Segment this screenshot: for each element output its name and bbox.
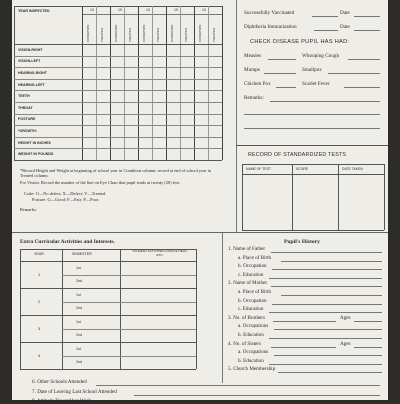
history-line-label: a. Place of Birth bbox=[238, 254, 272, 261]
attitude-label: 8. Attitude Toward her Work bbox=[32, 398, 92, 404]
tests-bottom-rule bbox=[242, 230, 384, 231]
history-line-label: c. Education bbox=[238, 306, 264, 313]
treated-subhead: TREATED bbox=[100, 27, 104, 42]
grid-row-rule bbox=[14, 67, 222, 68]
history-fill-line bbox=[269, 278, 382, 279]
treated-subhead: TREATED bbox=[184, 27, 188, 42]
treated-subhead: TREATED bbox=[156, 27, 160, 42]
grid-row-label: HEARING-LEFT bbox=[18, 82, 45, 87]
grid-row-rule bbox=[14, 56, 222, 57]
history-fill-line bbox=[274, 329, 382, 330]
grid-row-label: HEIGHT IN INCHES bbox=[18, 140, 51, 145]
vaccinated-date-label: Date bbox=[340, 10, 350, 16]
history-line-label: b. Education bbox=[238, 357, 264, 364]
smallpox-line bbox=[328, 73, 380, 74]
history-ages-label: Ages bbox=[340, 340, 351, 347]
history-line-label: a. Place of Birth bbox=[238, 289, 272, 295]
tests-column-rule bbox=[292, 164, 293, 230]
history-fill-line bbox=[269, 338, 382, 339]
grid-row-rule bbox=[14, 79, 222, 80]
vaccinated-date-line bbox=[354, 16, 380, 17]
top-divider bbox=[236, 0, 237, 232]
extra-column-rule bbox=[20, 249, 21, 369]
disease-smallpox: Smallpox bbox=[302, 67, 322, 73]
history-line-label: 4. No. of Sisters bbox=[228, 340, 261, 347]
grid-row-label: VISION-RIGHT bbox=[18, 47, 43, 52]
tests-table bbox=[242, 164, 384, 230]
history-fill-line bbox=[278, 372, 382, 373]
history-fill-line bbox=[271, 347, 336, 348]
tests-column-header: DATE TAKEN bbox=[342, 167, 363, 171]
grid-row-label: VISION-LEFT bbox=[18, 59, 41, 64]
year-prefix: 19 bbox=[146, 8, 150, 12]
middle-divider bbox=[12, 232, 388, 233]
extra-semester-label: 1st bbox=[76, 319, 81, 324]
history-line-label: 2. Name of Mother bbox=[228, 280, 268, 287]
extra-semester-label: 2nd bbox=[76, 333, 82, 338]
history-line-label: c. Education bbox=[238, 271, 264, 278]
extra-semester-label: 1st bbox=[76, 346, 81, 351]
disease-mumps: Mumps bbox=[244, 67, 260, 73]
tests-title: RECORD OF STANDARDIZED TESTS bbox=[248, 152, 347, 158]
bottom-divider bbox=[222, 233, 223, 383]
pupils-history-title: Pupil's History bbox=[284, 239, 320, 245]
vision-note: For Vision: Record the number of the line on Eye Chart that pupil reads at twenty (20) feet. bbox=[20, 180, 181, 185]
tests-column-rule bbox=[242, 164, 243, 230]
history-fill-line bbox=[273, 321, 336, 322]
condition-subhead: CONDITION bbox=[86, 24, 90, 42]
extra-semester-label: 1st bbox=[76, 265, 81, 270]
grid-row-label: HEARING-RIGHT bbox=[18, 71, 47, 75]
grid-row-rule bbox=[14, 90, 222, 91]
condition-subhead: CONDITION bbox=[114, 24, 118, 42]
grid-row-rule bbox=[14, 102, 222, 103]
grid-header-rule bbox=[14, 44, 222, 45]
extra-year-number: 1 bbox=[38, 272, 41, 277]
history-fill-line bbox=[269, 364, 382, 365]
tests-top-rule bbox=[236, 145, 388, 146]
grid-row-label: TEETH bbox=[18, 94, 30, 99]
extra-year-rule bbox=[20, 342, 196, 343]
grid-row-rule bbox=[14, 137, 222, 138]
extra-semester-label: 2nd bbox=[76, 360, 82, 365]
extra-year-number: 3 bbox=[38, 326, 41, 331]
extra-column-rule bbox=[120, 249, 121, 369]
whooping-line bbox=[348, 59, 380, 60]
history-fill-line bbox=[281, 261, 382, 262]
year-prefix: 19 bbox=[202, 8, 206, 12]
grid-row-label: THROAT bbox=[18, 105, 33, 110]
extra-header-activities: STUDENT ACTIVITIES (OFFICE HELD, ETC. bbox=[132, 249, 188, 257]
vaccinated-label: Successfully Vaccinated bbox=[244, 10, 295, 16]
grid-top-rule bbox=[14, 6, 222, 7]
extra-column-rule bbox=[62, 249, 63, 369]
grid-row-label: WEIGHT IN POUNDS bbox=[18, 152, 54, 157]
year-prefix: 19 bbox=[174, 8, 178, 12]
diphtheria-date-label: Date bbox=[340, 24, 350, 30]
grid-bottom-rule bbox=[14, 160, 222, 161]
extra-curricular-table bbox=[20, 249, 216, 373]
date-leaving-line bbox=[134, 395, 380, 396]
history-ages-line bbox=[354, 347, 382, 348]
diphtheria-label: Diphtheria Immunization bbox=[244, 24, 297, 30]
grid-row-rule bbox=[14, 148, 222, 149]
condition-subhead: CONDITION bbox=[198, 24, 202, 42]
extra-year-rule bbox=[20, 315, 196, 316]
extra-column-rule bbox=[196, 249, 197, 369]
health-inspection-grid bbox=[12, 0, 224, 162]
history-line-label: b. Education bbox=[238, 332, 264, 338]
tests-header-top bbox=[242, 164, 384, 165]
extra-year-rule bbox=[20, 369, 196, 370]
grid-row-rule bbox=[14, 125, 222, 126]
remarks-line-1 bbox=[270, 101, 380, 102]
date-leaving-label: 7. Date of Leaving Last School Attended bbox=[32, 389, 117, 395]
disease-whooping-cough: Whooping Cough bbox=[302, 53, 340, 59]
right-remarks-label: Remarks: bbox=[244, 95, 264, 101]
history-fill-line bbox=[274, 355, 382, 356]
history-fill-line bbox=[269, 312, 382, 313]
pupils-history-list bbox=[226, 246, 386, 380]
left-remarks-label: Remarks: bbox=[20, 207, 37, 212]
year-inspected-label: YEAR INSPECTED bbox=[18, 9, 50, 13]
grid-column-rule bbox=[222, 6, 223, 160]
scarlet-line bbox=[344, 87, 380, 88]
extra-semester-label: 1st bbox=[76, 292, 81, 297]
tests-header-bottom bbox=[242, 174, 384, 175]
condition-subhead: CONDITION bbox=[170, 24, 174, 42]
posture-note: Posture: G—Good; F—Fair; P—Poor. bbox=[32, 197, 100, 202]
extra-curricular-title: Extra Curricular Activities and Interests. bbox=[20, 239, 115, 245]
extra-semester-rule bbox=[62, 329, 196, 330]
growth-note: *Record Height and Weight at beginning of school year in Condition column; record at end of school year in Treated column. bbox=[20, 168, 211, 178]
other-schools-line bbox=[96, 385, 380, 386]
remarks-line-3 bbox=[244, 128, 380, 129]
mumps-line bbox=[264, 73, 296, 74]
history-line-label: 1. Name of Father bbox=[228, 246, 266, 252]
disease-chicken-pox: Chicken Pox bbox=[244, 81, 271, 87]
grid-row-label: *GROWTH: bbox=[18, 129, 37, 133]
other-schools-label: 6. Other Schools Attended bbox=[32, 379, 87, 385]
history-line-label: 3. No. of Brothers bbox=[228, 314, 265, 321]
extra-year-number: 4 bbox=[38, 353, 41, 358]
extra-semester-label: 2nd bbox=[76, 306, 82, 311]
extra-semester-label: 2nd bbox=[76, 279, 82, 284]
tests-column-rule bbox=[338, 164, 339, 230]
tests-column-header: SCORE bbox=[296, 167, 309, 171]
remarks-line-2 bbox=[244, 114, 380, 115]
history-fill-line bbox=[281, 295, 382, 296]
history-fill-line bbox=[271, 286, 382, 287]
extra-header-year: YEAR bbox=[34, 252, 44, 256]
condition-subhead: CONDITION bbox=[142, 24, 146, 42]
tests-column-header: NAME OF TEST bbox=[246, 167, 271, 171]
measles-line bbox=[268, 59, 296, 60]
diphtheria-line bbox=[314, 30, 338, 31]
extra-semester-rule bbox=[62, 302, 196, 303]
grid-row-label: POSTURE bbox=[18, 117, 36, 122]
history-line-label: a. Occupations bbox=[238, 349, 269, 356]
extra-semester-rule bbox=[62, 356, 196, 357]
history-ages-label: Ages bbox=[340, 314, 351, 321]
history-fill-line bbox=[272, 269, 382, 270]
diphtheria-date-line bbox=[354, 30, 380, 31]
history-line-label: b. Occupation bbox=[238, 263, 267, 270]
history-line-label: 5. Church Membership bbox=[228, 366, 276, 373]
check-disease-title: CHECK DISEASE PUPIL HAS HAD: bbox=[250, 39, 350, 45]
year-prefix: 19 bbox=[90, 8, 94, 12]
record-card bbox=[12, 0, 388, 404]
tests-column-rule bbox=[384, 164, 385, 230]
history-line-label: b. Occupation bbox=[238, 297, 267, 304]
year-prefix: 19 bbox=[118, 8, 122, 12]
history-ages-line bbox=[354, 321, 382, 322]
extra-year-number: 2 bbox=[38, 299, 41, 304]
history-fill-line bbox=[272, 304, 382, 305]
treated-subhead: TREATED bbox=[128, 27, 132, 42]
code-note: Code: O—No defect; X—Defect; V—Treated. bbox=[24, 191, 107, 196]
vaccinated-line bbox=[312, 16, 338, 17]
extra-header-semester: SEMESTER bbox=[72, 252, 92, 256]
extra-semester-rule bbox=[62, 275, 196, 276]
disease-measles: Measles bbox=[244, 53, 261, 59]
treated-subhead: TREATED bbox=[212, 27, 216, 42]
history-line-label: a. Occupations bbox=[238, 323, 269, 330]
history-fill-line bbox=[271, 252, 382, 253]
extra-header-rule bbox=[20, 261, 196, 262]
disease-scarlet-fever: Scarlet Fever bbox=[302, 81, 330, 87]
grid-row-rule bbox=[14, 114, 222, 115]
chickenpox-line bbox=[276, 87, 296, 88]
extra-year-rule bbox=[20, 288, 196, 289]
